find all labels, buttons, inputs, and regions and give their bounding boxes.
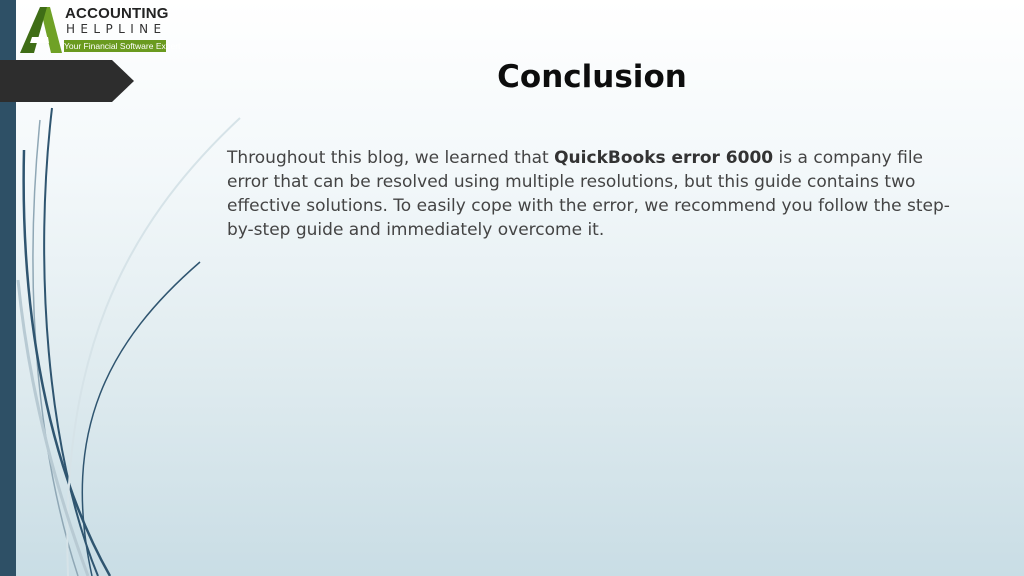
paragraph-text-start: Throughout this blog, we learned that xyxy=(227,148,555,168)
company-logo xyxy=(18,5,181,55)
logo-text-helpline: HELPLINE xyxy=(66,22,167,36)
conclusion-paragraph xyxy=(227,146,967,242)
highlight-error-name: QuickBooks error 6000 xyxy=(554,148,774,168)
logo-a-icon xyxy=(18,5,62,55)
logo-tagline: Your Financial Software Expert xyxy=(64,41,181,51)
page-title: Conclusion xyxy=(497,59,687,95)
title-tab-arrow xyxy=(0,60,134,102)
paragraph-text-end: is a company file error that can be resolved using multiple resolutions, but this guide contains two effective solutions. To easily cope with the error, we recommend you follow the step-by-step guide and immediately overcome it. xyxy=(227,148,950,240)
logo-text-accounting: ACCOUNTING xyxy=(65,5,169,22)
